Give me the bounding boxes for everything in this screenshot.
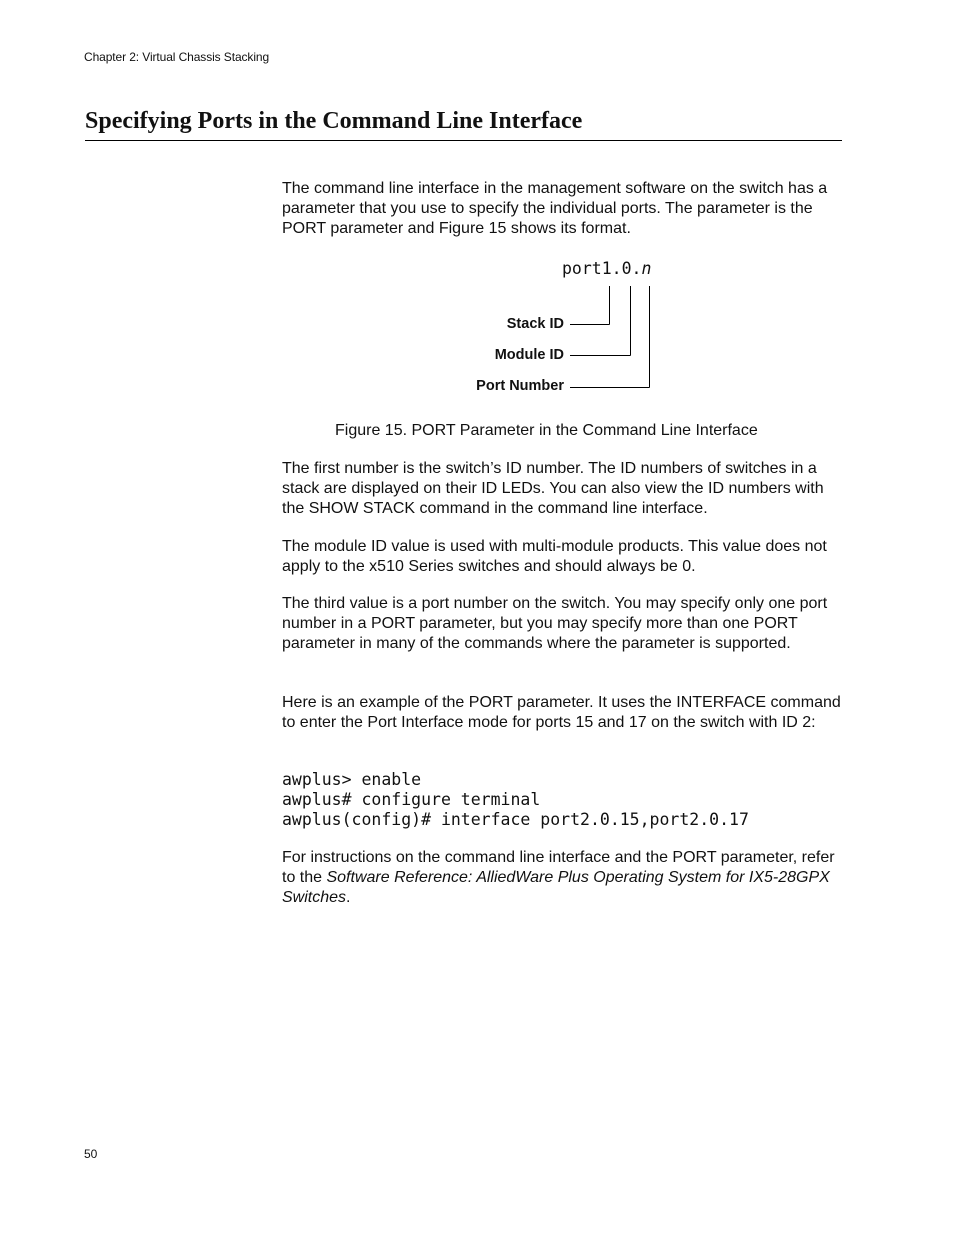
intro-paragraph: The command line interface in the management software on the switch has a parameter that you use to specify the individual ports. The parameter is the PORT parameter and Figure 15 shows its format. — [282, 180, 828, 238]
paragraph-example-intro: Here is an example of the PORT parameter. It uses the INTERFACE command to enter the Port Interface mode for ports 15 and 17 on the switch with ID 2: — [282, 694, 841, 732]
code-line-enable: awplus> enable — [282, 770, 422, 789]
paragraph-2-block — [282, 537, 842, 577]
running-header: Chapter 2: Virtual Chassis Stacking — [84, 50, 270, 64]
code-line-configure: awplus# configure terminal — [282, 790, 541, 809]
closing-text-after: . — [346, 889, 351, 907]
label-port-number: Port Number — [476, 378, 564, 394]
paragraph-1-block — [282, 459, 842, 520]
closing-paragraph — [282, 848, 842, 909]
figure-caption: Figure 15. PORT Parameter in the Command Line Interface — [335, 422, 758, 439]
section-title: Specifying Ports in the Command Line Interface — [85, 108, 583, 134]
code-line-interface: awplus(config)# interface port2.0.15,port2.0.17 — [282, 810, 749, 829]
paragraph-module-id: The module ID value is used with multi-module products. This value does not apply to the x510 Series switches and should always be 0. — [282, 538, 827, 576]
page-number: 50 — [84, 1147, 98, 1161]
port-format-text — [562, 259, 651, 279]
intro-block — [282, 179, 842, 240]
paragraph-switch-id: The first number is the switch’s ID number. The ID numbers of switches in a stack are displayed on their ID LEDs. You can also view the ID numbers with the SHOW STACK command in the command line interface. — [282, 460, 824, 518]
paragraph-4-block — [282, 693, 842, 733]
closing-text-before: For instructions on the command line interface and the PORT parameter, refer to the — [282, 849, 835, 887]
software-reference-title: Software Reference: AlliedWare Plus Operating System for IX5-28GPX Switches — [282, 869, 830, 907]
title-rule — [85, 140, 842, 141]
paragraph-port-number: The third value is a port number on the switch. You may specify only one port number in a PORT parameter, but you may specify more than one PORT parameter in many of the commands where the parameter is supported. — [282, 595, 828, 653]
port-parameter-diagram — [460, 255, 680, 400]
code-example — [282, 770, 842, 830]
label-module-id: Module ID — [494, 347, 564, 363]
port-format-variable: n — [641, 259, 652, 278]
port-format-prefix: port1.0. — [562, 259, 642, 278]
closing-block — [282, 848, 842, 909]
label-stack-id: Stack ID — [506, 316, 564, 332]
paragraph-3-block — [282, 594, 842, 655]
